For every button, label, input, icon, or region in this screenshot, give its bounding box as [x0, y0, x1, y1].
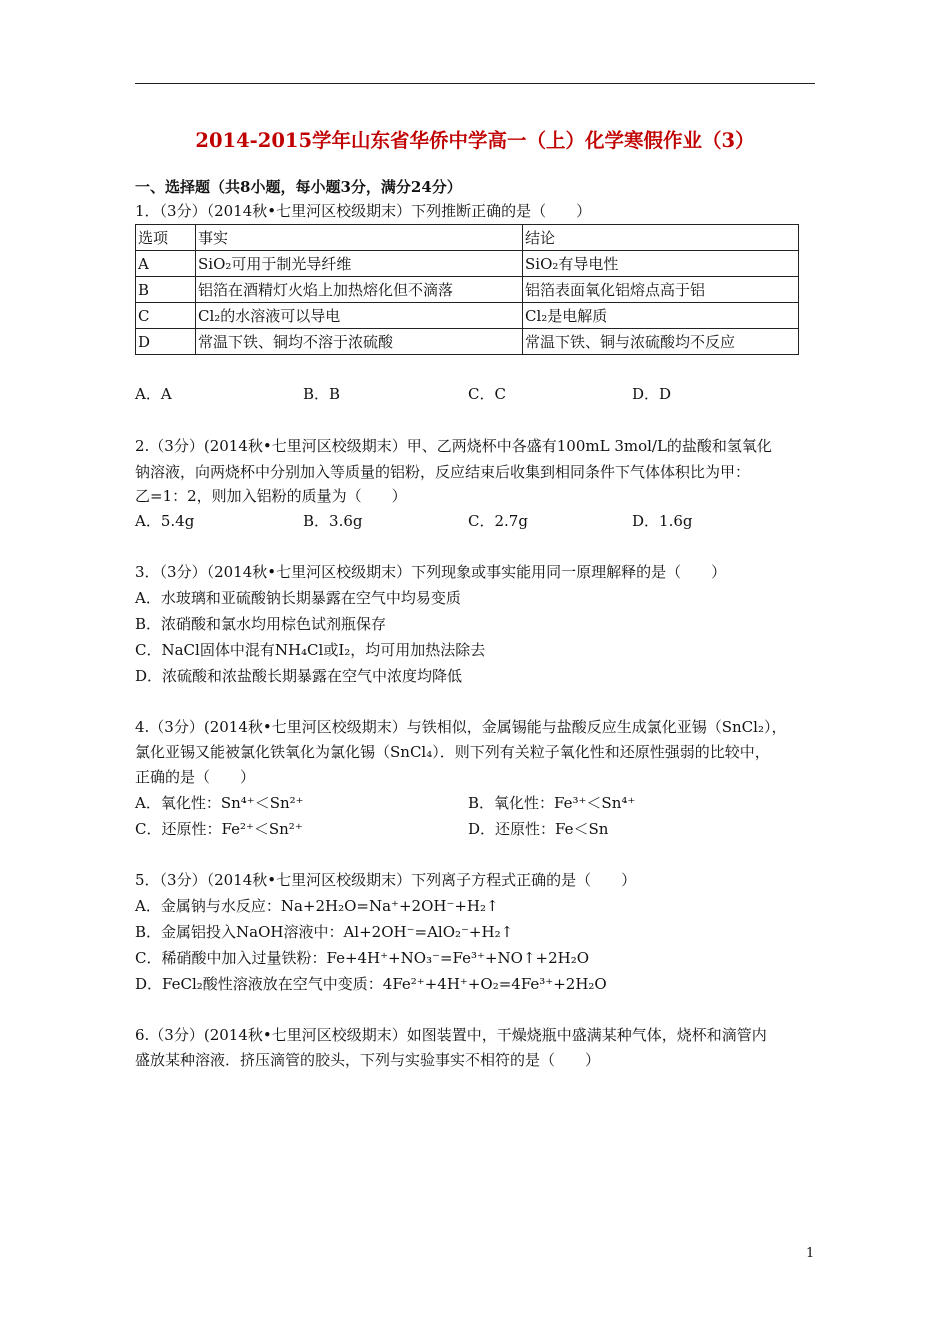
q4-line-3: 正确的是（ ） [135, 768, 256, 786]
q4-option-d: D．还原性：Fe＜Sn [468, 820, 609, 838]
table-cell: SiO₂有导电性 [523, 251, 799, 277]
q1-option-a: A．A [135, 385, 172, 403]
table-cell: 常温下铁、铜与浓硫酸均不反应 [523, 329, 799, 355]
q5-option-b: B．金属铝投入NaOH溶液中：Al+2OH⁻=AlO₂⁻+H₂↑ [135, 923, 514, 941]
table-cell: SiO₂可用于制光导纤维 [196, 251, 523, 277]
q4-option-a: A．氧化性：Sn⁴⁺＜Sn²⁺ [135, 794, 304, 812]
q2-option-d: D．1.6g [632, 512, 693, 530]
table-cell: D [136, 329, 196, 355]
q1-option-c: C．C [468, 385, 506, 403]
q1-table [135, 224, 799, 355]
table-cell: 铝箔在酒精灯火焰上加热熔化但不滴落 [196, 277, 523, 303]
q4-option-c: C．还原性：Fe²⁺＜Sn²⁺ [135, 820, 303, 838]
q1-option-d: D．D [632, 385, 672, 403]
table-cell: A [136, 251, 196, 277]
table-header-row [136, 225, 799, 251]
q6-line-2: 盛放某种溶液．挤压滴管的胶头，下列与实验事实不相符的是（ ） [135, 1051, 601, 1069]
table-cell: Cl₂的水溶液可以导电 [196, 303, 523, 329]
q3-option-a: A．水玻璃和亚硫酸钠长期暴露在空气中均易变质 [135, 589, 461, 607]
q5-option-a: A．金属钠与水反应：Na+2H₂O=Na⁺+2OH⁻+H₂↑ [135, 897, 499, 915]
table-row [136, 277, 799, 303]
table-row [136, 329, 799, 355]
q6-line-1: 6.（3分）(2014秋•七里河区校级期末）如图装置中，干燥烧瓶中盛满某种气体，烧杯和滴管内 [135, 1026, 767, 1044]
q4-line-2: 氯化亚锡又能被氯化铁氧化为氯化锡（SnCl₄）．则下列有关粒子氧化性和还原性强弱的比较中， [135, 743, 770, 761]
q2-option-a: A．5.4g [135, 512, 195, 530]
q1-stem: 1．（3分）（2014秋•七里河区校级期末）下列推断正确的是（ ） [135, 202, 592, 220]
q3-option-c: C．NaCl固体中混有NH₄Cl或I₂，均可用加热法除去 [135, 641, 486, 659]
q2-option-b: B．3.6g [303, 512, 363, 530]
page-number: 1 [806, 1246, 815, 1261]
q2-line-1: 2.（3分）(2014秋•七里河区校级期末）甲、乙两烧杯中各盛有100mL 3mol/L的盐酸和氢氧化 [135, 437, 772, 455]
table-cell: Cl₂是电解质 [523, 303, 799, 329]
table-header-cell: 事实 [196, 225, 523, 251]
q5-stem: 5．（3分）（2014秋•七里河区校级期末）下列离子方程式正确的是（ ） [135, 871, 637, 889]
table-header-cell: 结论 [523, 225, 799, 251]
table-cell: 铝箔表面氧化铝熔点高于铝 [523, 277, 799, 303]
q3-stem: 3．（3分）（2014秋•七里河区校级期末）下列现象或事实能用同一原理解释的是（ ） [135, 563, 727, 581]
section-heading: 一、选择题（共8小题，每小题3分，满分24分） [135, 178, 462, 196]
q2-line-3: 乙=1：2，则加入铝粉的质量为（ ） [135, 487, 407, 505]
q1-option-b: B．B [303, 385, 341, 403]
table-row [136, 303, 799, 329]
q3-option-d: D．浓硫酸和浓盐酸长期暴露在空气中浓度均降低 [135, 667, 463, 685]
q2-line-2: 钠溶液，向两烧杯中分别加入等质量的铝粉，反应结束后收集到相同条件下气体体积比为甲： [135, 463, 751, 481]
header-rule [135, 83, 815, 84]
table-cell: 常温下铁、铜均不溶于浓硫酸 [196, 329, 523, 355]
table-cell: C [136, 303, 196, 329]
q5-option-c: C．稀硝酸中加入过量铁粉：Fe+4H⁺+NO₃⁻=Fe³⁺+NO↑+2H₂O [135, 949, 590, 967]
document-title: 2014-2015学年山东省华侨中学高一（上）化学寒假作业（3） [195, 129, 755, 152]
q5-option-d: D．FeCl₂酸性溶液放在空气中变质：4Fe²⁺+4H⁺+O₂=4Fe³⁺+2H₂O [135, 975, 607, 993]
table-cell: B [136, 277, 196, 303]
table-header-cell: 选项 [136, 225, 196, 251]
q4-option-b: B．氧化性：Fe³⁺＜Sn⁴⁺ [468, 794, 636, 812]
table-row [136, 251, 799, 277]
q2-option-c: C．2.7g [468, 512, 528, 530]
q3-option-b: B．浓硝酸和氯水均用棕色试剂瓶保存 [135, 615, 387, 633]
q4-line-1: 4.（3分）(2014秋•七里河区校级期末）与铁相似，金属锡能与盐酸反应生成氯化亚锡（SnCl₂）， [135, 718, 787, 736]
